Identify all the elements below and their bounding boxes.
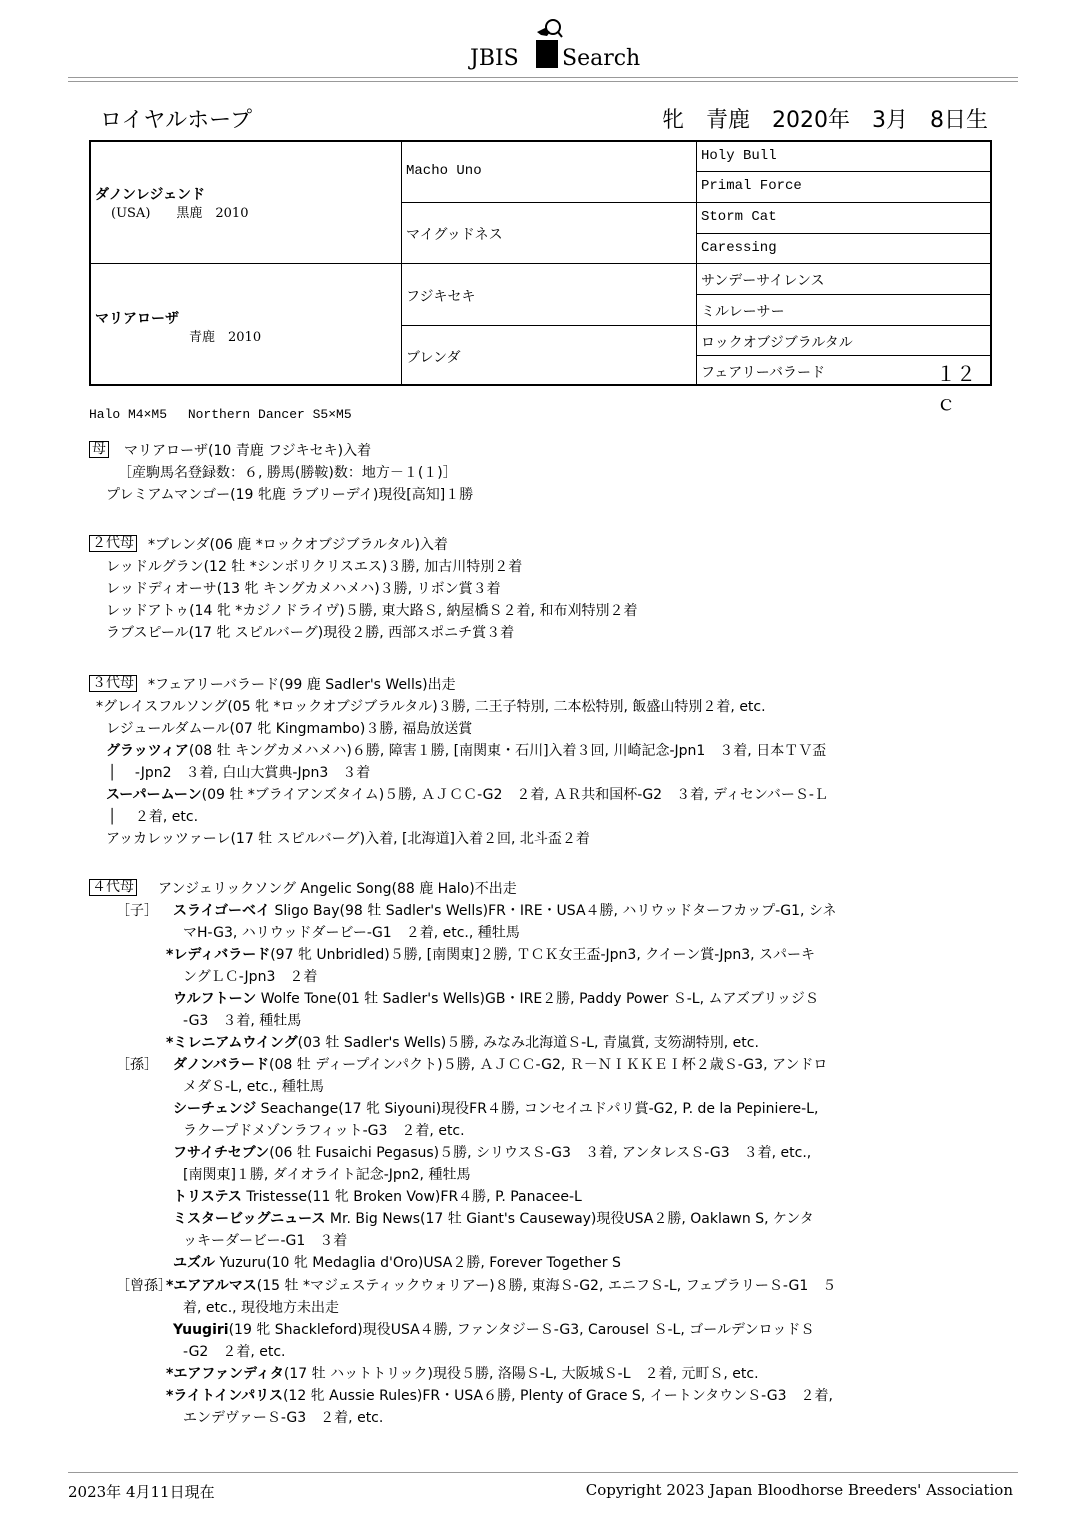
- pedigree-gen3: Storm Cat: [701, 209, 777, 225]
- pedigree-gen3: ミルレーサー: [701, 304, 785, 320]
- family-line-group: [173, 1252, 621, 1272]
- pedigree-gen3: サンデーサイレンス: [701, 273, 825, 289]
- family-line-group: [173, 900, 836, 920]
- family-line: Tristesse(11 牝 Broken Vow)FR４勝, P. Panacee-L: [241, 1189, 582, 1205]
- logo-text-jbis: JBIS: [470, 46, 519, 71]
- family-line-group: [173, 1186, 582, 1206]
- horse-name-bold: トリステス: [173, 1189, 242, 1205]
- jbis-search-logo: [470, 18, 641, 78]
- family-line: *ブレンダ(06 鹿 *ロックオブジブラルタル)入着: [148, 537, 448, 553]
- family-line: -G2 ２着, etc.: [183, 1344, 286, 1360]
- family-line: (06 牡 Fusaichi Pegasus)５勝, シリウスＳ-G3 ３着, アンタレスＳ-G3 ３着, etc.,: [269, 1145, 812, 1161]
- pedigree-gen2: Macho Uno: [406, 163, 482, 179]
- horse-name-bold: Yuugiri: [173, 1322, 229, 1338]
- horse-name-bold: *エアファンディタ: [166, 1366, 284, 1382]
- family-line-group: [173, 988, 819, 1008]
- pedigree-gen3: Primal Force: [701, 178, 802, 194]
- pedigree-gen3: Holy Bull: [701, 148, 777, 164]
- family-line: レッドアトゥ(14 牝 *カジノドライヴ)５勝, 東大路Ｓ, 納屋橋Ｓ２着, 和布刈特別２着: [106, 603, 638, 619]
- family-line: レッドルグラン(12 牡 *シンボリクリスエス)３勝, 加古川特別２着: [106, 559, 523, 575]
- family-line: アンジェリックソング Angelic Song(88 鹿 Halo)不出走: [158, 881, 517, 897]
- family-line: (17 牡 ハットトリック)現役５勝, 洛陽Ｓ-L, 大阪城Ｓ-L ２着, 元町Ｓ, etc.: [283, 1366, 759, 1382]
- pedigree-gen3: Caressing: [701, 240, 777, 256]
- family-line-group: [166, 944, 815, 964]
- family-line: ラブスピール(17 牝 スピルバーグ)現役２勝, 西部スポニチ賞３着: [106, 625, 515, 641]
- family-line: │ ２着, etc.: [108, 809, 199, 825]
- pedigree-gen2: マイグッドネス: [406, 227, 503, 243]
- horse-name-bold: *レディバラード: [166, 947, 271, 963]
- pedigree-gen3: ロックオブジブラルタル: [701, 335, 853, 351]
- section-tag-4th-dam: ４代母: [89, 879, 137, 896]
- pedigree-gen2: ブレンダ: [406, 350, 461, 366]
- family-line: Wolfe Tone(01 牡 Sadler's Wells)GB・IRE２勝, Paddy Power Ｓ-L, ムアズブリッジＳ: [256, 991, 819, 1007]
- family-line: (09 牡 *ブライアンズタイム)５勝, ＡＪＣＣ-G2 ２着, ＡＲ共和国杯-G2 ３着, ディセンバーＳ-Ｌ: [201, 787, 828, 803]
- section-tag-2nd-dam: ２代母: [89, 535, 137, 552]
- family-line-group: [166, 1032, 759, 1052]
- dam-name: マリアローザ: [95, 311, 179, 327]
- family-line: Mr. Big News(17 牡 Giant's Causeway)現役USA２勝, Oaklawn S, ケンタ: [325, 1211, 814, 1227]
- family-line-group: [166, 1363, 759, 1383]
- horse-name-bold: *ミレニアムウイング: [166, 1035, 298, 1051]
- pedigree-gen2: フジキセキ: [406, 289, 476, 305]
- header-rule: [68, 81, 1018, 82]
- family-line: (03 牡 Sadler's Wells)５勝, みなみ北海道Ｓ-L, 青嵐賞, 支笏湖特別, etc.: [297, 1035, 759, 1051]
- horse-name-bold: ウルフトーン: [173, 991, 257, 1007]
- horse-name: ロイヤルホープ: [100, 108, 253, 133]
- family-line: (97 牝 Unbridled)５勝, [南関東]２勝, ＴＣＫ女王盃-Jpn3, クイーン賞-Jpn3, スパーキ: [270, 947, 816, 963]
- horse-name-bold: スライゴーベイ: [173, 903, 271, 919]
- horse-info: 牝 青鹿 2020年 3月 8日生: [662, 108, 988, 133]
- family-line-group: [173, 1098, 818, 1118]
- family-line: Seachange(17 牝 Siyouni)現役FR４勝, コンセイユドパリ賞-G2, P. de la Pepiniere-L,: [256, 1101, 819, 1117]
- section-tag-dam: 母: [89, 441, 109, 458]
- family-number: １２ｃ: [936, 362, 976, 415]
- family-line: -G3 ３着, 種牡馬: [183, 1013, 302, 1029]
- family-line: メダＳ-L, etc., 種牡馬: [183, 1079, 324, 1095]
- family-line: [南関東]１勝, ダイオライト記念-Jpn2, 種牡馬: [183, 1167, 471, 1183]
- family-line: *フェアリーバラード(99 鹿 Sadler's Wells)出走: [148, 677, 456, 693]
- family-line-group: [166, 1385, 833, 1405]
- family-line: ングＬＣ-Jpn3 ２着: [183, 969, 318, 985]
- family-line-group: [173, 1142, 811, 1162]
- logo-text-search: Search: [562, 46, 641, 71]
- family-line: │ -Jpn2 ３着, 白山大賞典-Jpn3 ３着: [108, 765, 371, 781]
- inbreeding-note: Halo M4×M5 Northern Dancer S5×M5: [89, 407, 352, 422]
- family-line: (15 牡 *マジェスティックウォリアー)８勝, 東海Ｓ-G2, エニフＳ-L, フェブラリーＳ-G1 ５: [256, 1278, 837, 1294]
- family-line: レッドディオーサ(13 牝 キングカメハメハ)３勝, リボン賞３着: [106, 581, 501, 597]
- generation-label: ［子］: [116, 903, 158, 919]
- family-line: マH-G3, ハリウッドダービー-G1 ２着, etc., 種牡馬: [183, 925, 520, 941]
- sire-name: ダノンレジェンド: [95, 187, 206, 203]
- family-line: ラクープドメゾンラフィット-G3 ２着, etc.: [183, 1123, 465, 1139]
- horse-name-bold: グラッツィア: [106, 743, 189, 759]
- dam-detail: 青鹿 2010: [189, 330, 262, 345]
- family-line-group: [166, 1275, 836, 1295]
- family-line-group: [106, 740, 826, 760]
- sire-detail: (USA) 黒鹿 2010: [111, 206, 249, 221]
- footer-copyright: Copyright 2023 Japan Bloodhorse Breeders' Association: [585, 1481, 1013, 1499]
- family-line: Yuzuru(10 牝 Medaglia d'Oro)USA２勝, Forever Together S: [215, 1255, 621, 1271]
- family-line: (08 牡 ディープインパクト)５勝, ＡＪＣＣ-G2, Ｒ－ＮＩＫＫＥＩ杯２歳Ｓ-G3, アンドロ: [269, 1057, 828, 1073]
- family-line: (08 牡 キングカメハメハ)６勝, 障害１勝, [南関東・石川]入着３回, 川崎記念-Jpn1 ３着, 日本ＴＶ盃: [188, 743, 827, 759]
- family-line: Sligo Bay(98 牡 Sadler's Wells)FR・IRE・USA４勝, ハリウッドターフカップ-G1, シネ: [270, 903, 837, 919]
- horse-name-bold: ユズル: [173, 1255, 215, 1271]
- horse-name-bold: *ライトインパリス: [166, 1388, 283, 1404]
- horse-name-bold: フサイチセブン: [173, 1145, 270, 1161]
- family-line: (12 牝 Aussie Rules)FR・USA６勝, Plenty of Grace S, イートンタウンＳ-G3 ２着,: [282, 1388, 833, 1404]
- horse-name-bold: ミスタービッグニュース: [173, 1211, 326, 1227]
- footer-rule: [68, 1472, 1018, 1473]
- family-line-group: [173, 1208, 814, 1228]
- family-line: アッカレッツァーレ(17 牡 スピルバーグ)入着, [北海道]入着２回, 北斗盃２着: [106, 831, 590, 847]
- family-line-group: [106, 784, 828, 804]
- family-line: マリアローザ(10 青鹿 フジキセキ)入着: [124, 443, 372, 459]
- family-line: エンデヴァーＳ-G3 ２着, etc.: [183, 1410, 384, 1426]
- pedigree-gen3: フェアリーバラード: [701, 365, 826, 381]
- horse-magnifier-icon: [533, 18, 563, 70]
- section-tag-3rd-dam: ３代母: [89, 675, 137, 692]
- horse-name-bold: シーチェンジ: [173, 1101, 257, 1117]
- footer-date: 2023年 4月11日現在: [68, 1483, 215, 1501]
- family-line-group: [173, 1054, 827, 1074]
- generation-label: ［曾孫］: [116, 1278, 172, 1294]
- family-line: プレミアムマンゴー(19 牝鹿 ラブリーデイ)現役[高知]１勝: [106, 487, 474, 503]
- header-rule: [68, 77, 1018, 78]
- family-line-group: [173, 1319, 814, 1339]
- family-line: ［産駒馬名登録数：６, 勝馬(勝鞍)数：地方－１(１)］: [118, 465, 457, 481]
- family-line: ッキーダービー-G1 ３着: [183, 1233, 348, 1249]
- horse-name-bold: ダノンバラード: [173, 1057, 270, 1073]
- horse-name-bold: スーパームーン: [106, 787, 202, 803]
- horse-name-bold: *エアアルマス: [166, 1278, 257, 1294]
- family-line: レジュールダムール(07 牝 Kingmambo)３勝, 福島放送賞: [106, 721, 473, 737]
- family-line: 着, etc., 現役地方未出走: [183, 1300, 340, 1316]
- family-line: *グレイスフルソング(05 牝 *ロックオブジブラルタル)３勝, 二王子特別, 二本松特別, 飯盛山特別２着, etc.: [96, 699, 766, 715]
- family-line: (19 牝 Shackleford)現役USA４勝, ファンタジーＳ-G3, Carousel Ｓ-L, ゴールデンロッドＳ: [228, 1322, 815, 1338]
- generation-label: ［孫］: [116, 1057, 158, 1073]
